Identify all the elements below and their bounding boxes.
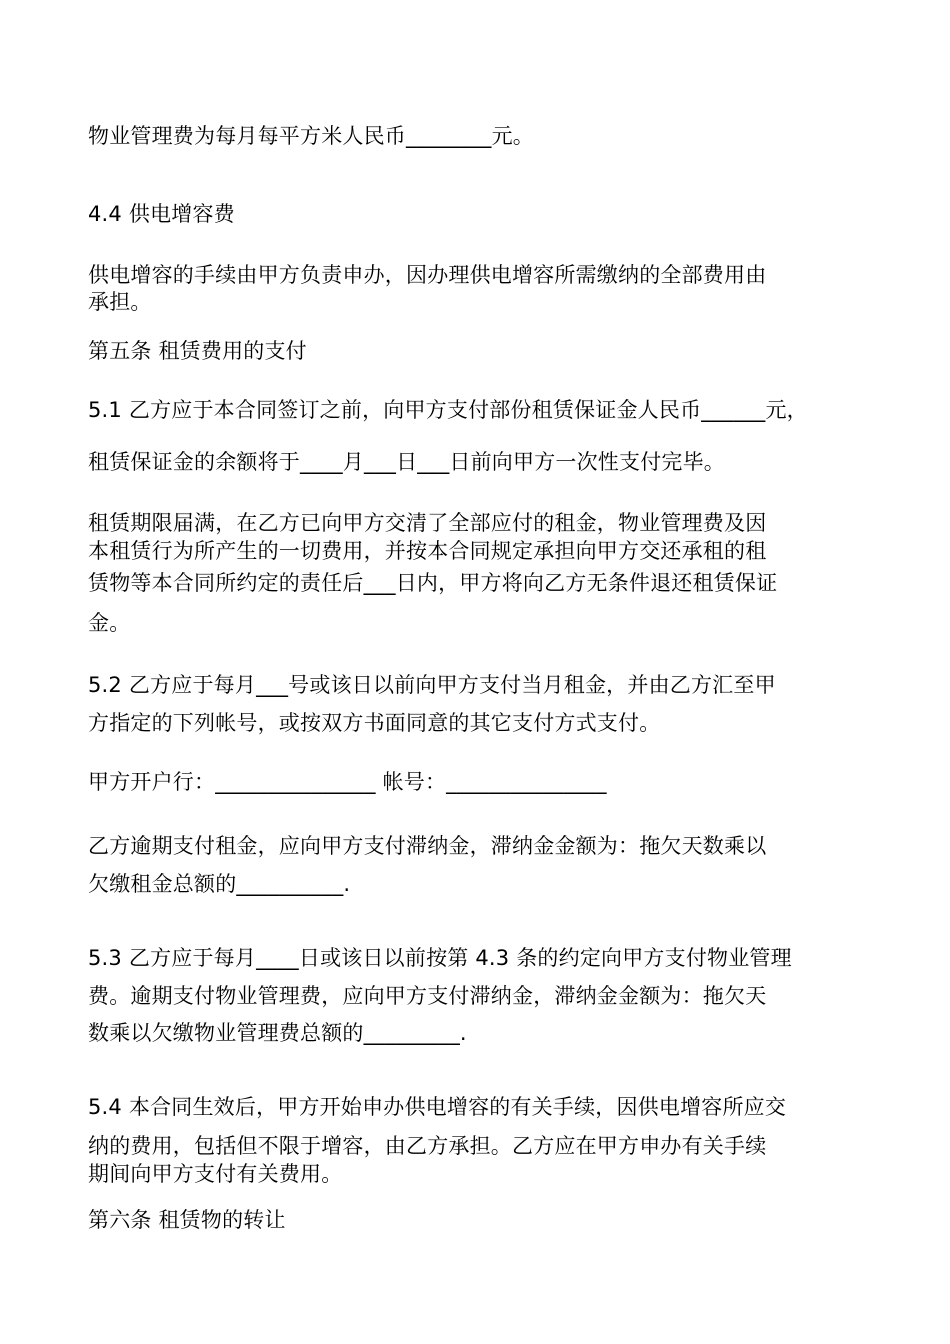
text-line: 金。 (88, 611, 131, 635)
text-line: 租赁保证金的余额将于____月___日___日前向甲方一次性支付完毕。 (88, 450, 725, 474)
text-line: 物业管理费为每月每平方米人民币________元。 (88, 124, 534, 148)
text-line: 甲方开户行：_______________ 帐号：_______________ (88, 770, 607, 794)
text-line: 赁物等本合同所约定的责任后___日内，甲方将向乙方无条件退还租赁保证 (88, 571, 778, 595)
text-line: 5.2 乙方应于每月___号或该日以前向甲方支付当月租金，并由乙方汇至甲 (88, 673, 776, 697)
text-line: 本租赁行为所产生的一切费用，并按本合同规定承担向甲方交还承租的租 (88, 539, 767, 563)
text-line: 乙方逾期支付租金，应向甲方支付滞纳金，滞纳金金额为：拖欠天数乘以 (88, 834, 767, 858)
text-line: 纳的费用，包括但不限于增容，由乙方承担。乙方应在甲方申办有关手续 (88, 1134, 767, 1158)
article-heading: 第五条 租赁费用的支付 (88, 339, 307, 363)
article-heading: 第六条 租赁物的转让 (88, 1208, 286, 1232)
text-line: 承担。 (88, 290, 152, 314)
text-line: 5.3 乙方应于每月____日或该日以前按第 4.3 条的约定向甲方支付物业管理 (88, 946, 792, 970)
text-line: 费。逾期支付物业管理费，应向甲方支付滞纳金，滞纳金金额为：拖欠天 (88, 984, 767, 1008)
text-line: 5.1 乙方应于本合同签订之前，向甲方支付部份租赁保证金人民币______元， (88, 398, 808, 422)
text-line: 数乘以欠缴物业管理费总额的_________. (88, 1021, 467, 1045)
text-line: 供电增容的手续由甲方负责申办，因办理供电增容所需缴纳的全部费用由 (88, 263, 767, 287)
section-heading: 4.4 供电增容费 (88, 202, 235, 226)
text-line: 5.4 本合同生效后，甲方开始申办供电增容的有关手续，因供电增容所应交 (88, 1095, 787, 1119)
text-line: 租赁期限届满，在乙方已向甲方交清了全部应付的租金，物业管理费及因 (88, 511, 767, 535)
text-line: 期间向甲方支付有关费用。 (88, 1162, 343, 1186)
text-line: 方指定的下列帐号，或按双方书面同意的其它支付方式支付。 (88, 711, 661, 735)
text-line: 欠缴租金总额的__________. (88, 872, 351, 896)
